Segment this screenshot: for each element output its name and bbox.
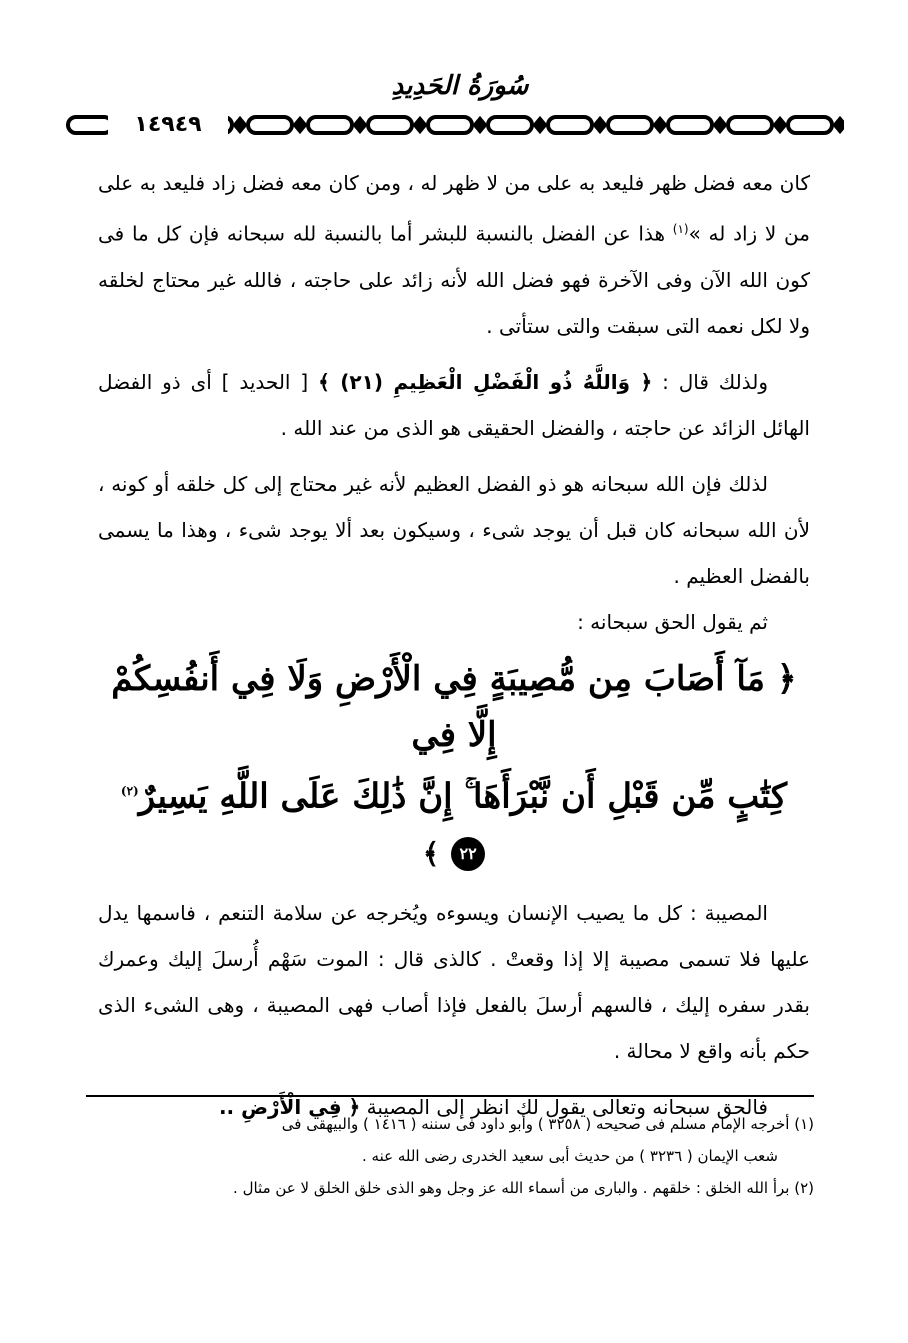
border-diamond <box>775 119 785 131</box>
border-diamond <box>295 119 305 131</box>
paragraph-6: فالحق سبحانه وتعالى يقول لك انظر إلى المصيبة ﴿ فِي الْأَرْضِ .. <box>218 1094 768 1119</box>
ayah-closing-bracket: ﴾ <box>422 836 440 870</box>
footnote-2: (٢) برأ الله الخلق : خلقهم . والبارى من أسماء الله عز وجل وهو الذى خلق الخلق لا عن مثال . <box>233 1179 814 1197</box>
quran-quote-2: ﴿ فِي الْأَرْضِ .. <box>218 1094 361 1119</box>
border-diamond <box>415 119 425 131</box>
footnotes <box>86 1108 814 1204</box>
paragraph-2: ولذلك قال : ﴿ وَاللَّهُ ذُو الْفَضْلِ الْعَظِيمِ (٢١) ﴾ [ الحديد ] أى ذو الفضل الهائل الزائد عن حاجته ، والفضل الحقيقى هو الذى من عند الله . <box>98 369 810 440</box>
border-link <box>488 117 532 133</box>
quran-ayah-block <box>98 651 810 882</box>
border-link <box>68 117 112 133</box>
border-link <box>548 117 592 133</box>
border-diamond <box>595 119 605 131</box>
border-link <box>368 117 412 133</box>
border-diamond <box>715 119 725 131</box>
border-link <box>728 117 772 133</box>
border-diamond <box>355 119 365 131</box>
surah-title: سُورَةُ الحَدِيدِ <box>391 71 529 101</box>
main-text <box>98 160 810 1130</box>
quran-quote: ﴿ وَاللَّهُ ذُو الْفَضْلِ الْعَظِيمِ (٢١) ﴾ <box>318 369 653 394</box>
border-link <box>668 117 712 133</box>
ayah-line-1: ﴿ مَآ أَصَابَ مِن مُّصِيبَةٍ فِي الْأَرْضِ وَلَا فِي أَنفُسِكُمْ إِلَّا فِي <box>111 658 797 755</box>
paragraph-1: كان معه فضل ظهر فليعد به على من لا ظهر له ، ومن كان معه فضل زاد فليعد به على من لا زاد له »$^{(١)}$ هذا عن الفضل بالنسبة للبشر أما بالنسبة لله سبحانه فإن كل ما فى كون الله الآن وفى الآخرة فهو فضل الله لأنه زائد على حاجته ، فالله غير محتاج لخلقه ولا لكل نعمه التى سبقت والتى ستأتى . <box>98 171 810 338</box>
paragraph-3: لذلك فإن الله سبحانه هو ذو الفضل العظيم لأنه غير محتاج إلى كل خلقه أو كونه ، لأن الله سبحانه كان قبل أن يوجد شىء ، وسيكون بعد ألا يوجد شىء ، وهذا ما يسمى بالفضل العظيم . <box>98 471 810 588</box>
footnote-1: (١) أخرجه الإمام مسلم فى صحيحه ( ٣٢٥٨ ) وأبو داود فى سننه ( ١٤١٦ ) والبيهقى فى <box>281 1115 814 1133</box>
ayah-line-2: كِتَٰبٍ مِّن قَبْلِ أَن نَّبْرَأَهَا ۚ إِنَّ ذَٰلِكَ عَلَى اللَّهِ يَسِيرٌ$^{(٢)}$ ٢٢ ﴾ <box>120 775 788 870</box>
footnote-ref-1: (١) <box>672 222 689 236</box>
border-diamond <box>235 119 245 131</box>
page-number: ١٤٩٤٩ <box>108 108 228 142</box>
border-diamond <box>535 119 545 131</box>
paragraph-5: المصيبة : كل ما يصيب الإنسان ويسوءه ويُخرجه عن سلامة التنعم ، فاسمها يدل عليها فلا تسمى مصيبة إلا إذا وقعتْ . كالذى قال : الموت سَهْم أُرسلَ إليك وعمرك بقدر سفره إليك ، فالسهم أرسلَ بالفعل فإذا أصاب فهى المصيبة ، وهى الشىء الذى حكم بأنه واقع لا محالة . <box>98 900 810 1063</box>
border-link <box>248 117 292 133</box>
footnote-divider <box>86 1095 814 1097</box>
border-diamond <box>835 119 844 131</box>
border-link <box>428 117 472 133</box>
ayah-number-badge: ٢٢ <box>451 837 485 871</box>
paragraph-4: ثم يقول الحق سبحانه : <box>577 609 768 634</box>
border-link <box>308 117 352 133</box>
footnote-1-continued: شعب الإيمان ( ٣٢٣٦ ) من حديث أبى سعيد الخدرى رضى الله عنه . <box>362 1147 778 1165</box>
border-diamond <box>475 119 485 131</box>
footnote-ref-2: (٢) <box>120 783 139 798</box>
border-diamond <box>655 119 665 131</box>
border-link <box>608 117 652 133</box>
border-link <box>788 117 832 133</box>
